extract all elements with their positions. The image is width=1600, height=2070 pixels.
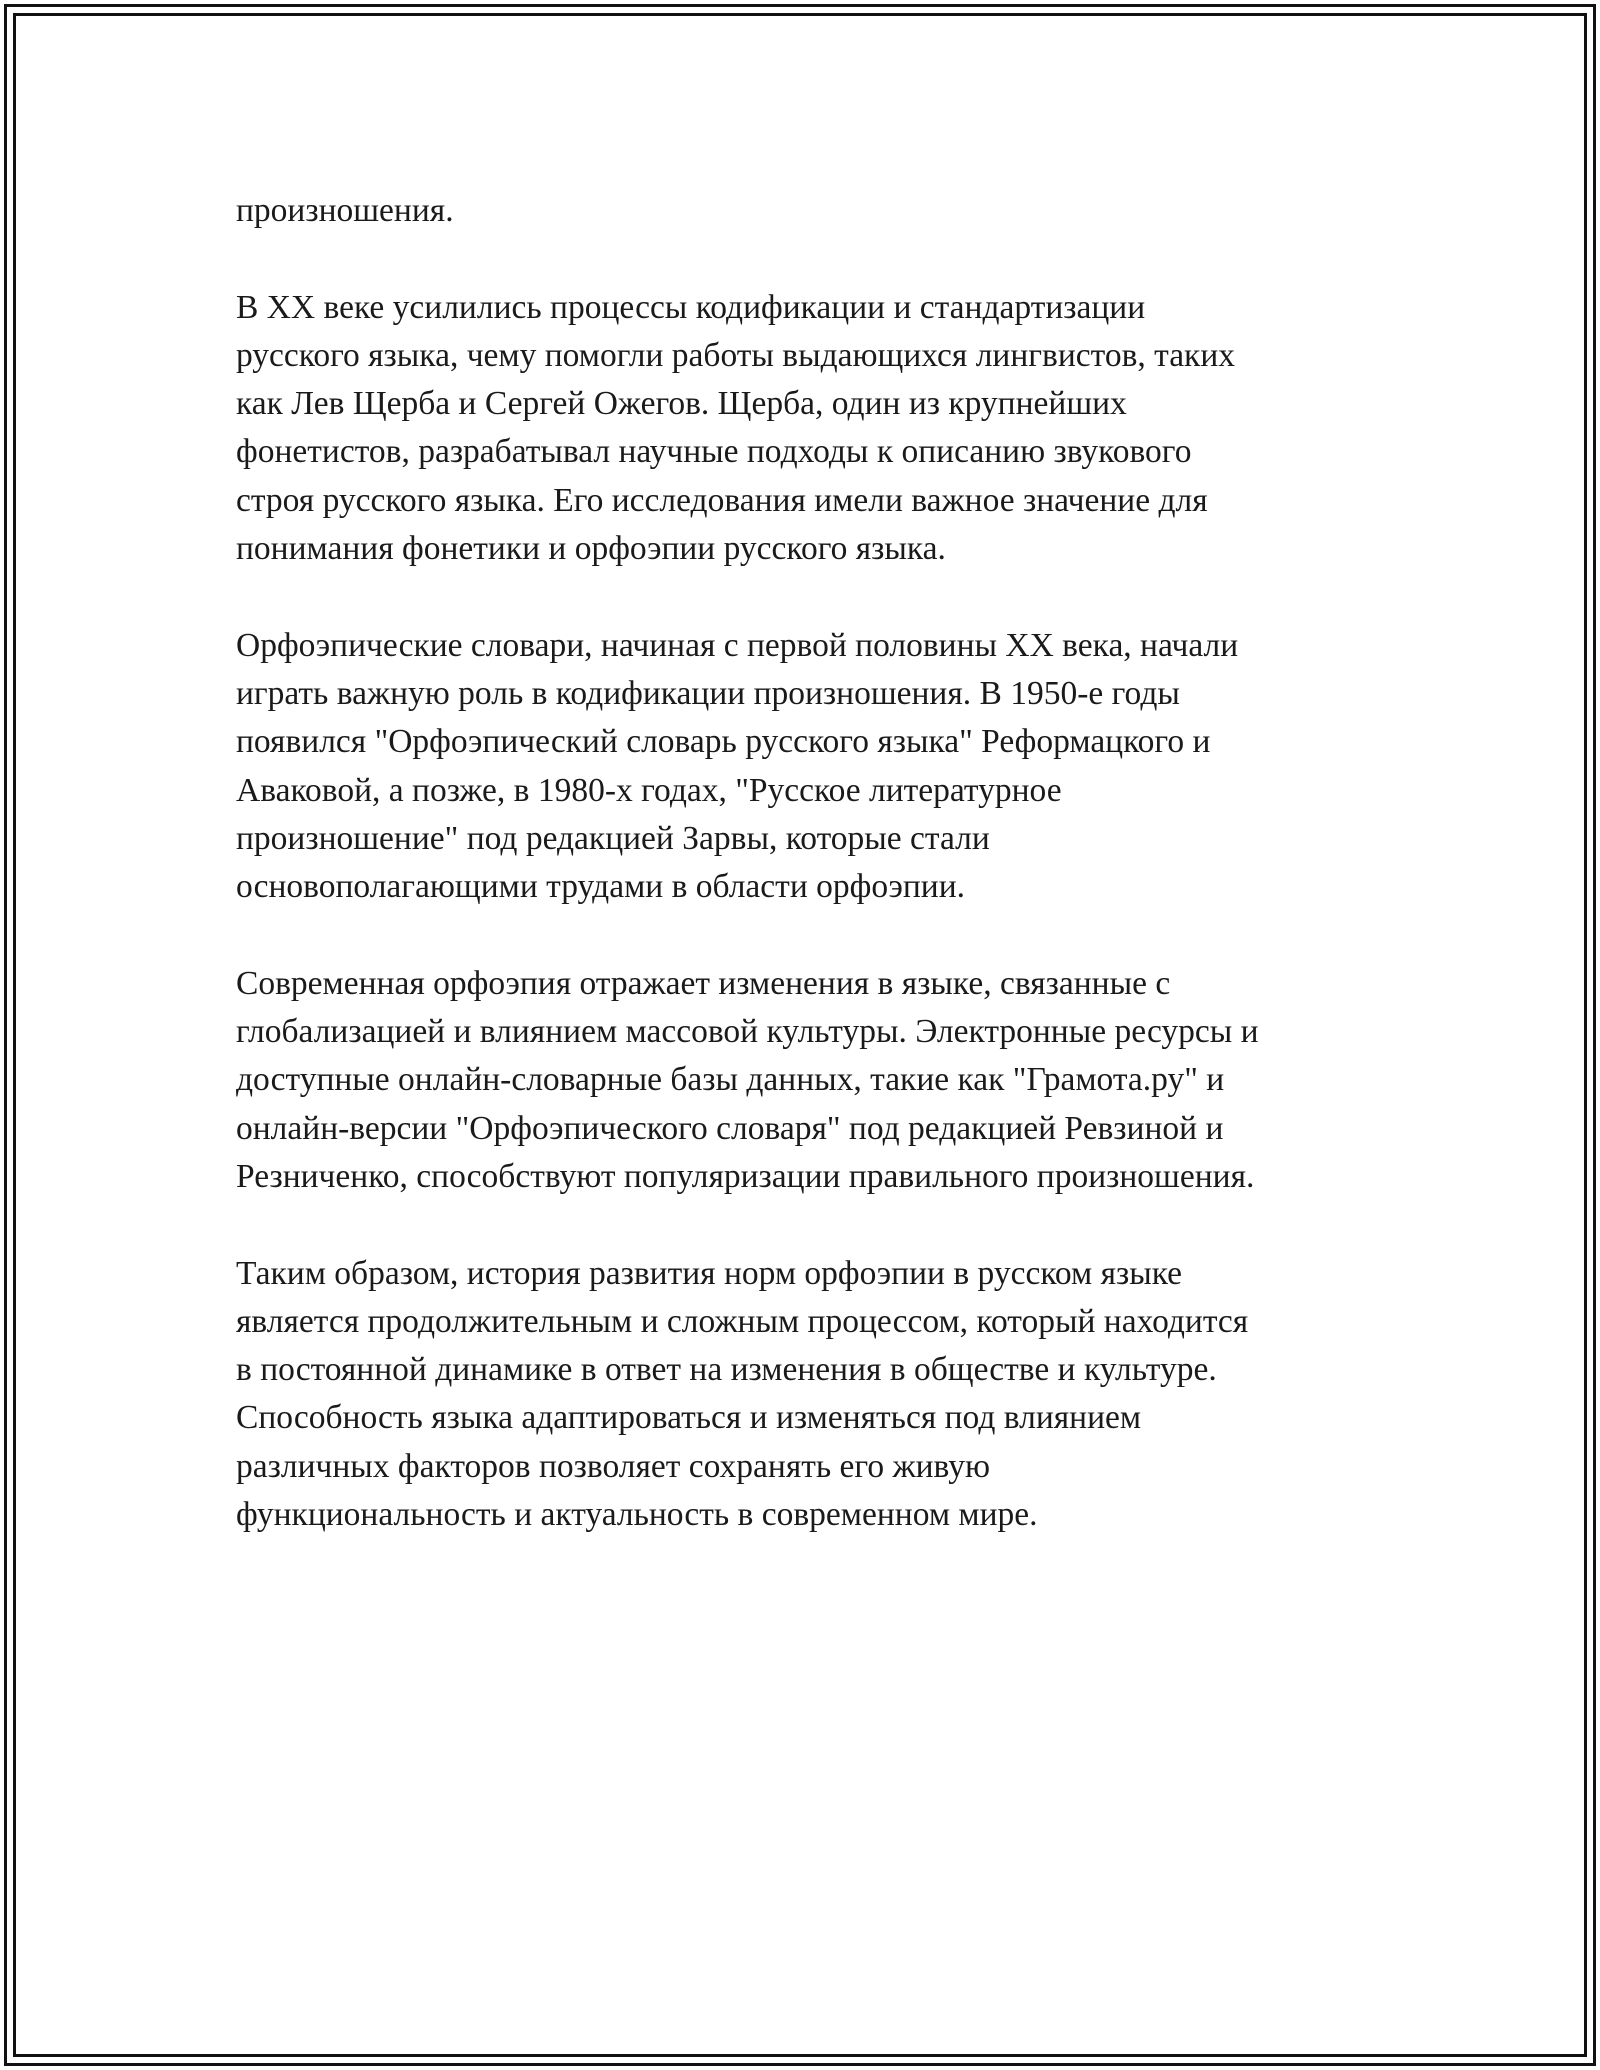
text-line: как Лев Щерба и Сергей Ожегов. Щерба, один из крупнейших [236, 385, 1127, 423]
text-line: произношения. [236, 192, 454, 229]
text-line: различных факторов позволяет сохранять его живую [236, 1447, 990, 1485]
text-line: в постоянной динамике в ответ на изменения в обществе и культуре. [236, 1351, 1217, 1389]
paragraph [236, 187, 1396, 235]
paragraph [236, 284, 1396, 574]
text-line: Орфоэпические словари, начиная с первой половины XX века, начали [236, 626, 1239, 664]
text-line: основополагающими трудами в области орфоэпии. [236, 868, 966, 906]
text-line: Таким образом, история развития норм орфоэпии в русском языке [236, 1254, 1183, 1292]
paragraph [236, 1250, 1396, 1540]
text-line: строя русского языка. Его исследования имели важное значение для [236, 481, 1208, 519]
text-line: русского языка, чему помогли работы выдающихся лингвистов, таких [236, 336, 1236, 374]
paragraph [236, 960, 1396, 1201]
document-body [236, 187, 1396, 1588]
text-line: фонетистов, разрабатывал научные подходы к описанию звукового [236, 433, 1192, 471]
paragraph [236, 622, 1396, 912]
text-line: понимания фонетики и орфоэпии русского языка. [236, 530, 946, 568]
text-line: произношение" под редакцией Зарвы, которые стали [236, 819, 990, 857]
text-line: Современная орфоэпия отражает изменения в языке, связанные с [236, 964, 1171, 1002]
text-line: Аваковой, а позже, в 1980-х годах, "Русское литературное [236, 771, 1062, 809]
text-line: функциональность и актуальность в современном мире. [236, 1496, 1038, 1534]
text-line: В XX веке усилились процессы кодификации и стандартизации [236, 288, 1146, 326]
text-line: является продолжительным и сложным процессом, который находится [236, 1302, 1249, 1340]
text-line: доступные онлайн-словарные базы данных, такие как "Грамота.ру" и [236, 1061, 1225, 1099]
text-line: появился "Орфоэпический словарь русского языка" Реформацкого и [236, 723, 1211, 761]
text-line: Способность языка адаптироваться и изменяться под влиянием [236, 1399, 1142, 1437]
text-line: Резниченко, способствуют популяризации правильного произношения. [236, 1157, 1255, 1195]
text-line: онлайн-версии "Орфоэпического словаря" под редакцией Ревзиной и [236, 1109, 1224, 1147]
text-line: глобализацией и влиянием массовой культуры. Электронные ресурсы и [236, 1013, 1259, 1051]
text-line: играть важную роль в кодификации произношения. В 1950-е годы [236, 674, 1180, 712]
